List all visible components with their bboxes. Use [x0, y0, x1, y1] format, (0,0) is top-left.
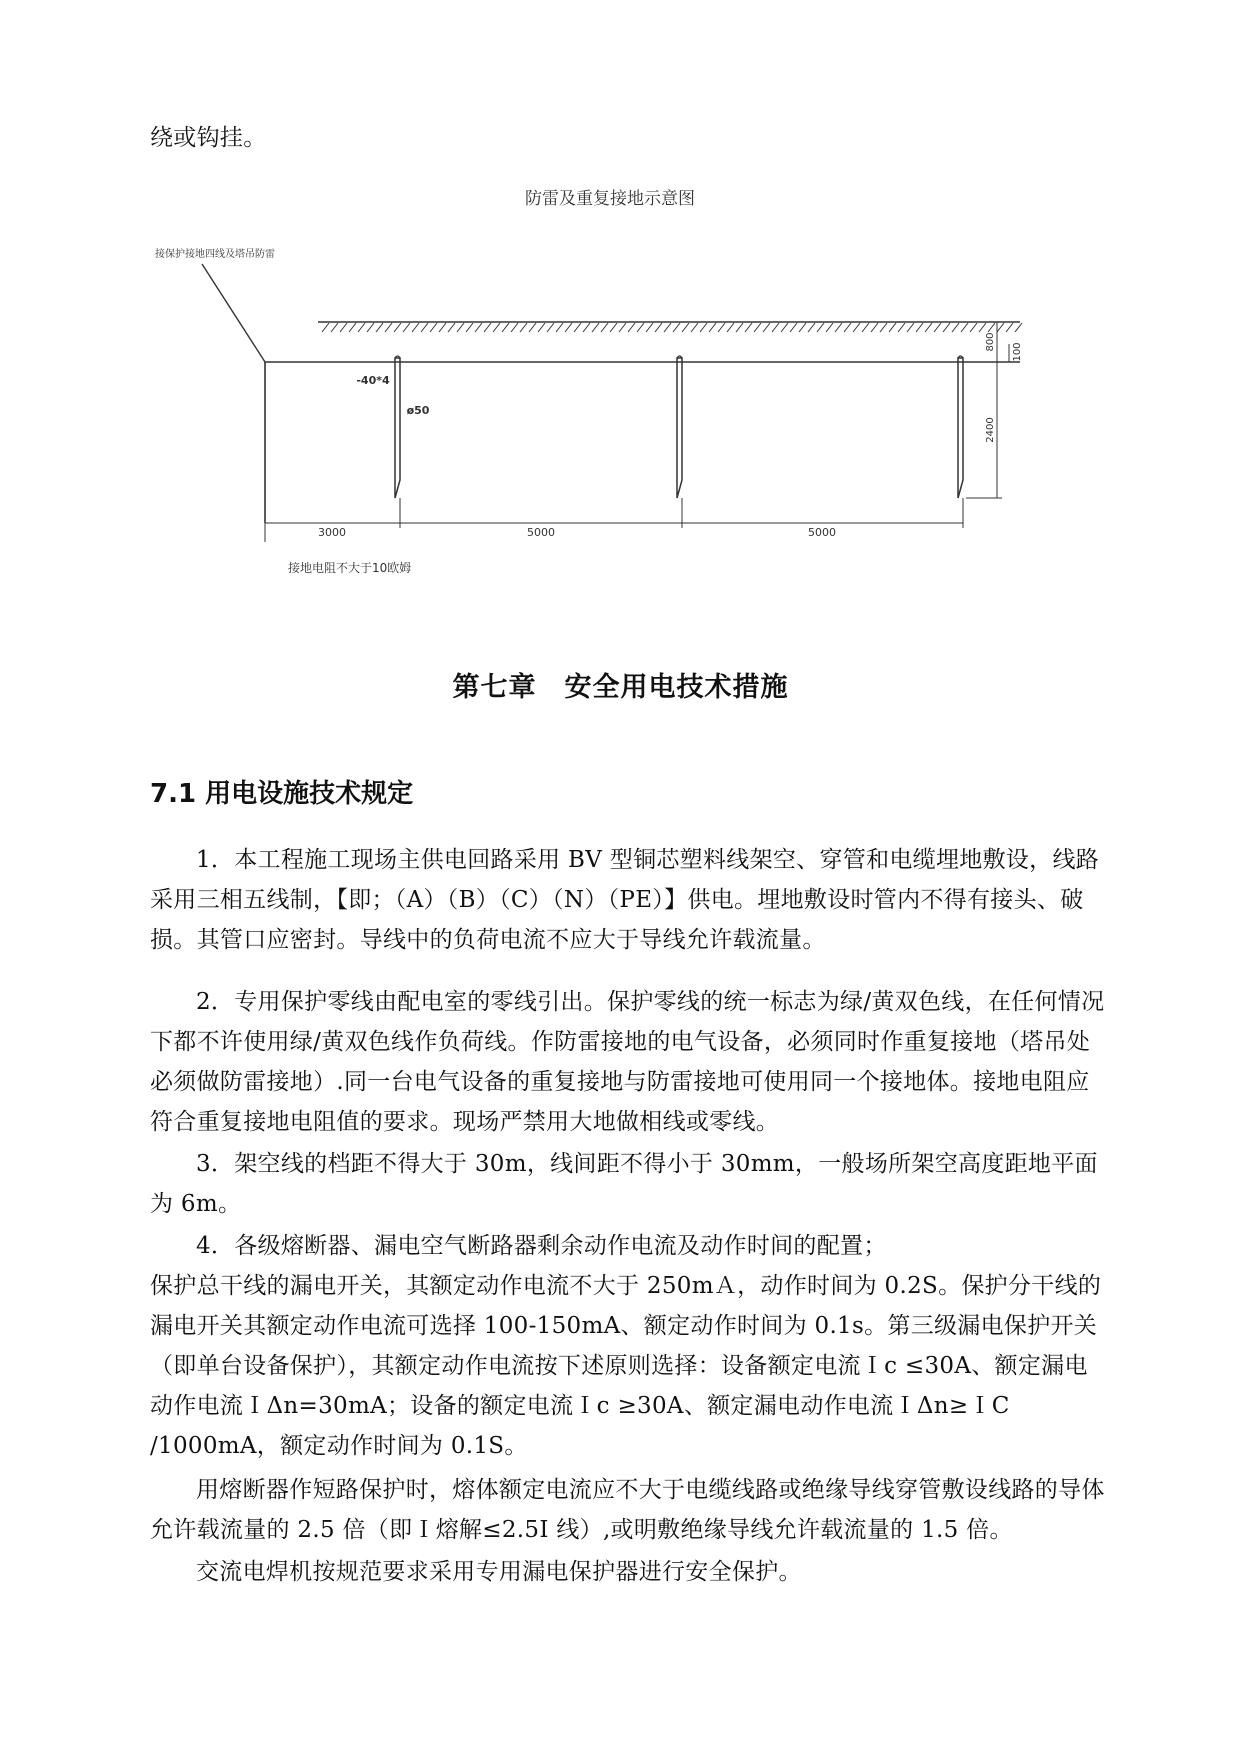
section-title: 7.1 用电设施技术规定: [150, 779, 414, 809]
depth-dimension-small: 100: [1012, 342, 1023, 362]
paragraph: 3．架空线的档距不得大于 30m，线间距不得小于 30mm，一般场所架空高度距地平面为 6m。: [150, 1151, 1098, 1217]
horizontal-dimension: [265, 498, 963, 542]
diagram-note-top: 接保护接地四线及塔吊防雷: [155, 249, 275, 260]
flat-steel-label: -40*4: [356, 374, 390, 387]
paragraph: 4．各级熔断器、漏电空气断路器剩余动作电流及动作时间的配置；: [196, 1233, 887, 1259]
chapter-title: 第七章 安全用电技术措施: [452, 672, 789, 703]
diagram-title: 防雷及重复接地示意图: [525, 189, 695, 209]
ground-rod: [677, 356, 682, 498]
ground-rod: [395, 356, 400, 498]
span-dimension: 5000: [527, 526, 555, 539]
diagram-note-bottom: 接地电阻不大于10欧姆: [288, 561, 412, 575]
soil-hatching: [322, 323, 1022, 332]
rod-diameter-label: ø50: [406, 404, 430, 417]
paragraph: 1．本工程施工现场主供电回路采用 BV 型铜芯塑料线架空、穿管和电缆埋地敷设，线路采用三相五线制，【即；（A）（B）（C）（N）（PE）】供电。埋地敷设时管内不得有接头、破损。其管口应密封。导线中的负荷电流不应大于导线允许载流量。: [150, 847, 1100, 953]
ground-rod: [958, 356, 963, 498]
leader-line: [202, 264, 265, 362]
span-dimension: 5000: [808, 526, 836, 539]
continuation-line: 绕或钩挂。: [150, 125, 267, 151]
paragraph: 2．专用保护零线由配电室的零线引出。保护零线的统一标志为绿/黄双色线，在任何情况下都不许使用绿/黄双色线作负荷线。作防雷接地的电气设备，必须同时作重复接地（塔吊处必须做防雷接地）.同一台电气设备的重复接地与防雷接地可使用同一个接地体。接地电阻应符合重复接地电阻值的要求。现场严禁用大地做相线或零线。: [150, 989, 1105, 1135]
span-dimension: 3000: [318, 526, 346, 539]
lightning-grounding-diagram: [140, 180, 1100, 580]
paragraph: 保护总干线的漏电开关，其额定动作电流不大于 250mＡ，动作时间为 0.2S。保护分干线的漏电开关其额定动作电流可选择 100-150mA、额定动作时间为 0.1s。第三级漏电保护开关（即单台设备保护），其额定动作电流按下述原则选择：设备额定电流Ｉc ≤30A、额定漏电动作电流ＩΔn=30mA；设备的额定电流Ｉc ≥30A、额定漏电动作电流ＩΔn≥ＩC /1000mA，额定动作时间为 0.1S。: [150, 1273, 1102, 1459]
depth-dimension: 800: [985, 332, 996, 352]
paragraph: 交流电焊机按规范要求采用专用漏电保护器进行安全保护。: [196, 1559, 802, 1585]
paragraph: 用熔断器作短路保护时，熔体额定电流应不大于电缆线路或绝缘导线穿管敷设线路的导体允许载流量的 2.5 倍（即Ｉ熔解≤2.5I 线）,或明敷绝缘导线允许载流量的 1.5 倍。: [150, 1477, 1105, 1543]
rod-length-dimension: 2400: [985, 417, 996, 443]
